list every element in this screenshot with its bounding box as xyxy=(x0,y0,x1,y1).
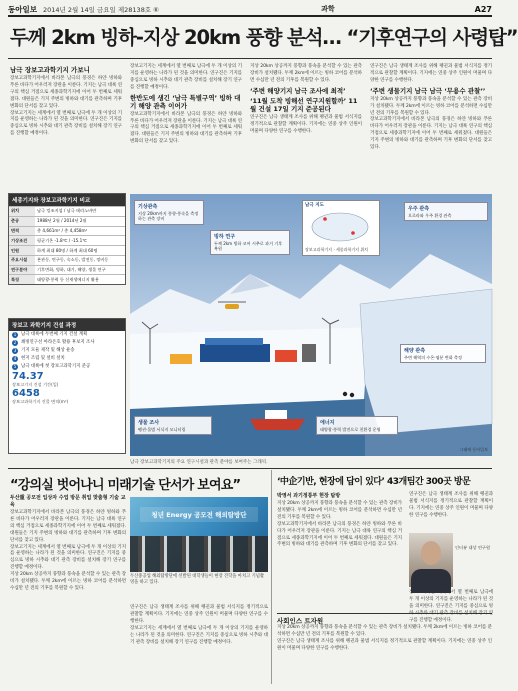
callout-ocean: 해양 관측 주변 해역의 수온·염분 변화 측정 xyxy=(400,344,486,363)
sidebar-body xyxy=(277,625,492,685)
article-body: 지상 20km 상공까지 풍향과 풍속을 분석할 수 있는 관측 장비가 설치됐다. 두께 2km에 이르는 빙하 코어를 분석하면 수십만 년 전의 기후를 복원할 수 있다. xyxy=(277,501,402,520)
callout-energy: 에너지 태양광·풍력 발전으로 친환경 운영 xyxy=(316,416,398,435)
table-key: 연구분야 xyxy=(9,265,35,275)
table-key: 준공 xyxy=(9,216,35,226)
article-body: 장보고과학기지에서 바라본 남극의 풍경은 하얀 빙하와 푸른 바다가 어우러져 장관을 이룬다. 기지는 남극 대륙 연구의 핵심 거점으로 세종과학기지에 이어 두 번째로 세워졌다. 대원들은 기지 주변의 빙하와 대기를 관측하며 기후 변화의 단서를 찾고 있다. xyxy=(370,117,492,151)
table-value: 남극 킹조지섬 / 남극 테라노바만 xyxy=(35,207,125,217)
callout-biology: 생물 조사 펭귄·물범 서식지 모니터링 xyxy=(134,416,212,435)
article-subhead-5: ‘11월 도착 빙해선 연구지원할까’ 11월 건설 17일 기지 준공된다 xyxy=(250,96,358,113)
table-row xyxy=(9,246,125,256)
article-body: 장보고기지는 세계에서 열 번째로 남극에 두 개 이상의 기지를 운영하는 나라가 된 것을 의미한다. 연구진은 기지를 중심으로 빙하 시추와 대기 관측 장비를 설치해 장기 연구를 진행할 예정이다. xyxy=(130,625,268,645)
article-body: 장보고기지는 세계에서 열 번째로 남극에 두 개 이상의 기지를 운영하는 나라가 된 것을 의미한다. 연구진은 기지를 중심으로 빙하 시추와 대기 관측 장비를 설치해 장기 연구를 진행할 예정이다. xyxy=(409,590,493,623)
process-step xyxy=(9,363,125,371)
masthead xyxy=(8,3,492,17)
penguin xyxy=(343,392,347,396)
article-subhead: 남극 장보고과학기지 가보니 xyxy=(10,66,90,74)
article3-column-1 xyxy=(277,492,402,610)
table-value: 총 4,661m² / 총 4,458m² xyxy=(35,226,125,236)
table-row xyxy=(9,255,125,265)
table-row xyxy=(9,236,125,246)
article-subhead-2: 한반도에 생긴 ‘남극 특별구역’ 빙하 대기 해양 관측 이어가 xyxy=(130,93,241,110)
process-title: 장보고 과학기지 건설 과정 xyxy=(9,319,125,331)
section-divider xyxy=(8,468,492,469)
article-subhead-3: ‘주변 해양기지 남극 조사에 최적’ xyxy=(250,86,346,95)
table-title: 세종기지와 장보고과학기지 비교 xyxy=(9,194,125,206)
photo-caption: 두산중공업 해외탐방단에 선발된 대학생들이 현장 견학을 마치고 기념촬영을 하고 있다. xyxy=(130,574,265,585)
stat-label: 장보고과학기지 건물 면적(m²) xyxy=(12,399,69,404)
table-value: 기후변화, 빙하, 대기, 해양, 생물 연구 xyxy=(35,265,125,275)
antarctic-base-infographic xyxy=(130,194,492,456)
table-key: 위치 xyxy=(9,207,35,217)
article2-byline: 두산重 공모전 입상자 수업 방문 취업 맞춤형 기술 교육 xyxy=(10,495,126,508)
graphic-credit: 그래픽 동아일보 xyxy=(459,447,488,452)
article-column-1 xyxy=(10,64,122,190)
article-body: 장보고과학기지에서 바라본 남극의 풍경은 하얀 빙하와 푸른 바다가 어우러져 장관을 이룬다. 기지는 남극 대륙 연구의 핵심 거점으로 세종과학기지에 이어 두 번째로 세워졌다. 대원들은 기지 주변의 빙하와 대기를 관측하며 기후 변화의 단서를 찾고 있다. xyxy=(10,510,126,543)
page-number: A27 xyxy=(474,4,492,14)
article-body: 장보고과학기지에서 바라본 남극의 풍경은 하얀 빙하와 푸른 바다가 어우러져 장관을 이룬다. 기지는 남극 대륙 연구의 핵심 거점으로 세종과학기지에 이어 두 번째로 세워졌다. 대원들은 기지 주변의 빙하와 대기를 관측하며 기후 변화의 단서를 찾고 있다. xyxy=(130,111,243,145)
process-step xyxy=(9,331,125,339)
photo-banner-text: 청년 Energy 공모전 해외탐방단 xyxy=(140,507,258,522)
newspaper-name: 동아일보 xyxy=(8,4,37,14)
penguin xyxy=(350,393,354,397)
article2-column-1 xyxy=(10,494,126,684)
main-headline: 두께 2km 빙하-지상 20km 풍향 분석… “기후연구의 사령탑” xyxy=(10,26,518,49)
section-name: 과학 xyxy=(321,5,335,13)
article-body: 연구진은 남극 생태계 조사를 위해 펭귄과 물범 서식지를 정기적으로 관찰할 계획이다. 기지에는 연중 상주 인원이 머물며 다양한 연구를 수행한다. xyxy=(409,492,493,518)
article3-column-3 xyxy=(409,590,493,623)
table-key: 특징 xyxy=(9,275,35,284)
interviewee-portrait xyxy=(409,533,453,587)
process-step xyxy=(9,347,125,355)
step-text: 남극 대륙에 두번째 기지 건설 계획 xyxy=(21,332,88,337)
article-column-3 xyxy=(250,64,362,190)
base-roof xyxy=(205,338,263,345)
article-body: 장보고기지는 세계에서 열 번째로 남극에 두 개 이상의 기지를 운영하는 나라가 된 것을 의미한다. 연구진은 기지를 중심으로 빙하 시추와 대기 관측 장비를 설치해 장기 연구를 진행할 예정이다. xyxy=(10,544,126,571)
group-photo xyxy=(130,497,268,572)
base-annex xyxy=(275,350,297,362)
construction-process-box xyxy=(8,318,126,454)
base-tower xyxy=(302,344,316,362)
table-value: 하계 최대 80명 / 하계 최대 60명 xyxy=(35,246,125,256)
article-body: 연구진은 남극 생태계 조사를 위해 펭귄과 물범 서식지를 정기적으로 관찰할 계획이다. 기지에는 연중 상주 인원이 머물며 다양한 연구를 수행한다. xyxy=(370,64,492,83)
article-body: 장보고과학기지에서 바라본 남극의 풍경은 하얀 빙하와 푸른 바다가 어우러져 장관을 이룬다. 기지는 남극 대륙 연구의 핵심 거점으로 세종과학기지에 이어 두 번째로 세워졌다. 대원들은 기지 주변의 빙하와 대기를 관측하며 기후 변화의 단서를 찾고 있다. xyxy=(277,521,402,548)
stat-value: 6458 xyxy=(12,388,40,399)
headline-divider xyxy=(8,58,492,59)
table-row xyxy=(9,207,125,217)
antarctica-map: 남극 지도 장보고과학기지 · 세종과학기지 위치 xyxy=(302,200,380,256)
step-text: 기지 모듈 제작 및 해상 운송 xyxy=(21,348,75,353)
table-row xyxy=(9,216,125,226)
portrait-caption: 인터뷰 대상 연구원 xyxy=(455,545,491,550)
table-key: 주요시설 xyxy=(9,255,35,265)
table-row xyxy=(9,265,125,275)
table-key: 기상조건 xyxy=(9,236,35,246)
article-body-cont: 장보고기지는 세계에서 열 번째로 남극에 두 개 이상의 기지를 운영하는 나라가 된 것을 의미한다. 연구진은 기지를 중심으로 빙하 시추와 대기 관측 장비를 설치해 장기 연구를 진행할 예정이다. xyxy=(10,110,122,137)
callout-space: 우주 관측 오로라와 우주 환경 관측 xyxy=(404,202,488,221)
article-body: 지상 20km 상공까지 풍향과 풍속을 분석할 수 있는 관측 장비가 설치됐다. 두께 2km에 이르는 빙하 코어를 분석하면 수십만 년 전의 기후를 복원할 수 있다. xyxy=(370,96,492,116)
callout-weather: 기상관측 지상 20km까지 풍향·풍속을 측정하는 관측 장비 xyxy=(134,200,204,225)
step-number: 3 xyxy=(13,348,17,353)
column-divider xyxy=(271,470,272,684)
stat-label: 장보고기지 건설 기간(일) xyxy=(12,382,59,387)
article-body: 지상 20km 상공까지 풍향과 풍속을 분석할 수 있는 관측 장비가 설치됐다. 두께 2km에 이르는 빙하 코어를 분석하면 수십만 년 전의 기후를 복원할 수 있다. xyxy=(250,64,362,83)
table-row xyxy=(9,275,125,284)
callout-glacier: 빙하 연구 두께 2km 빙하 코어 시추로 과거 기후 복원 xyxy=(210,230,290,255)
issue-meta: 2014년 2월 14일 금요일 제28138호 ⑥ xyxy=(42,5,160,14)
helicopter xyxy=(225,304,239,309)
sidebar-title: 사회인스 트자원 xyxy=(277,613,492,625)
table-value: 평균기온 -1.8℃ / -15.1℃ xyxy=(35,236,125,246)
article3-column-2 xyxy=(409,492,493,532)
infographic-caption: 남극 장보고과학기지의 주요 연구시설과 관측 분야를 보여주는 그래픽. xyxy=(130,460,268,465)
base-storage xyxy=(170,354,192,364)
step-text: 남극 대륙에 첫 장보고과학기지 준공 xyxy=(21,364,91,369)
table-value: 본관동, 연구동, 숙소동, 발전동, 정비동 xyxy=(35,255,125,265)
process-step xyxy=(9,339,125,347)
article-subhead-4: ‘주변 생물기지 남극 남극 ‘무용수 관찰’’ xyxy=(370,86,486,95)
table-value: 태양광·풍력 등 신재생에너지 활용 xyxy=(35,275,125,284)
base-comparison-table xyxy=(8,193,126,285)
article-body: 장보고과학기지에서 바라본 남극의 풍경은 하얀 빙하와 푸른 바다가 어우러져 장관을 이룬다. 기지는 남극 대륙 연구의 핵심 거점으로 세종과학기지에 이어 두 번째로 세워졌다. 대원들은 기지 주변의 빙하와 대기를 관측하며 기후 변화의 단서를 찾고 있다. xyxy=(10,76,123,109)
article-body: 연구진은 남극 생태계 조사를 위해 펭귄과 물범 서식지를 정기적으로 관찰할 계획이다. 기지에는 연중 상주 인원이 머물며 다양한 연구를 수행한다. xyxy=(130,605,268,624)
step-text: 쇄빙연구선 아라온호 활용 후보지 조사 xyxy=(21,340,95,345)
article2-column-2 xyxy=(130,605,268,685)
article-body: 연구진은 남극 생태계 조사를 위해 펭귄과 물범 서식지를 정기적으로 관찰할 계획이다. 기지에는 연중 상주 인원이 머물며 다양한 연구를 수행한다. xyxy=(277,638,492,651)
table-value: 1988년 2월 / 2014년 2월 xyxy=(35,216,125,226)
step-number: 1 xyxy=(13,332,17,337)
base-main-building xyxy=(200,344,270,362)
icebreaker-ship xyxy=(250,419,305,430)
article-body: 지상 20km 상공까지 풍향과 풍속을 분석할 수 있는 관측 장비가 설치됐다. 두께 2km에 이르는 빙하 코어를 분석하면 수십만 년 전의 기후를 복원할 수 있다. xyxy=(10,572,126,591)
table-key: 인원 xyxy=(9,246,35,256)
article3-byline: 박영서 과기정통부 현장 탐방 xyxy=(277,493,341,499)
article-body: 지상 20km 상공까지 풍향과 풍속을 분석할 수 있는 관측 장비가 설치됐다. 두께 2km에 이르는 빙하 코어를 분석하면 수십만 년 전의 기후를 복원할 수 있다. xyxy=(277,625,492,637)
antarctica-map-shape xyxy=(303,209,377,243)
photo-people xyxy=(130,536,268,572)
step-number: 5 xyxy=(13,364,17,369)
stat-value: 74.37 xyxy=(12,371,44,382)
second-headline: “강의실 벗어나니 미래기술 단서가 보여요” xyxy=(10,478,241,493)
step-text: 현지 조립 및 설비 설치 xyxy=(21,356,65,361)
article-column-2 xyxy=(130,64,242,190)
third-headline: ‘中企기반, 현장에 답이 있다’ 43개팀간 300곳 방문 xyxy=(277,477,471,487)
article-column-4 xyxy=(370,64,492,190)
step-number: 4 xyxy=(13,356,17,361)
article-body: 장보고기지는 세계에서 열 번째로 남극에 두 개 이상의 기지를 운영하는 나라가 된 것을 의미한다. 연구진은 기지를 중심으로 빙하 시추와 대기 관측 장비를 설치해 장기 연구를 진행할 예정이다. xyxy=(130,64,242,90)
step-number: 2 xyxy=(13,340,17,345)
table-row xyxy=(9,226,125,236)
table-key: 면적 xyxy=(9,226,35,236)
process-step xyxy=(9,355,125,363)
article-body: 연구진은 남극 생태계 조사를 위해 펭귄과 물범 서식지를 정기적으로 관찰할 계획이다. 기지에는 연중 상주 인원이 머물며 다양한 연구를 수행한다. xyxy=(250,114,362,134)
